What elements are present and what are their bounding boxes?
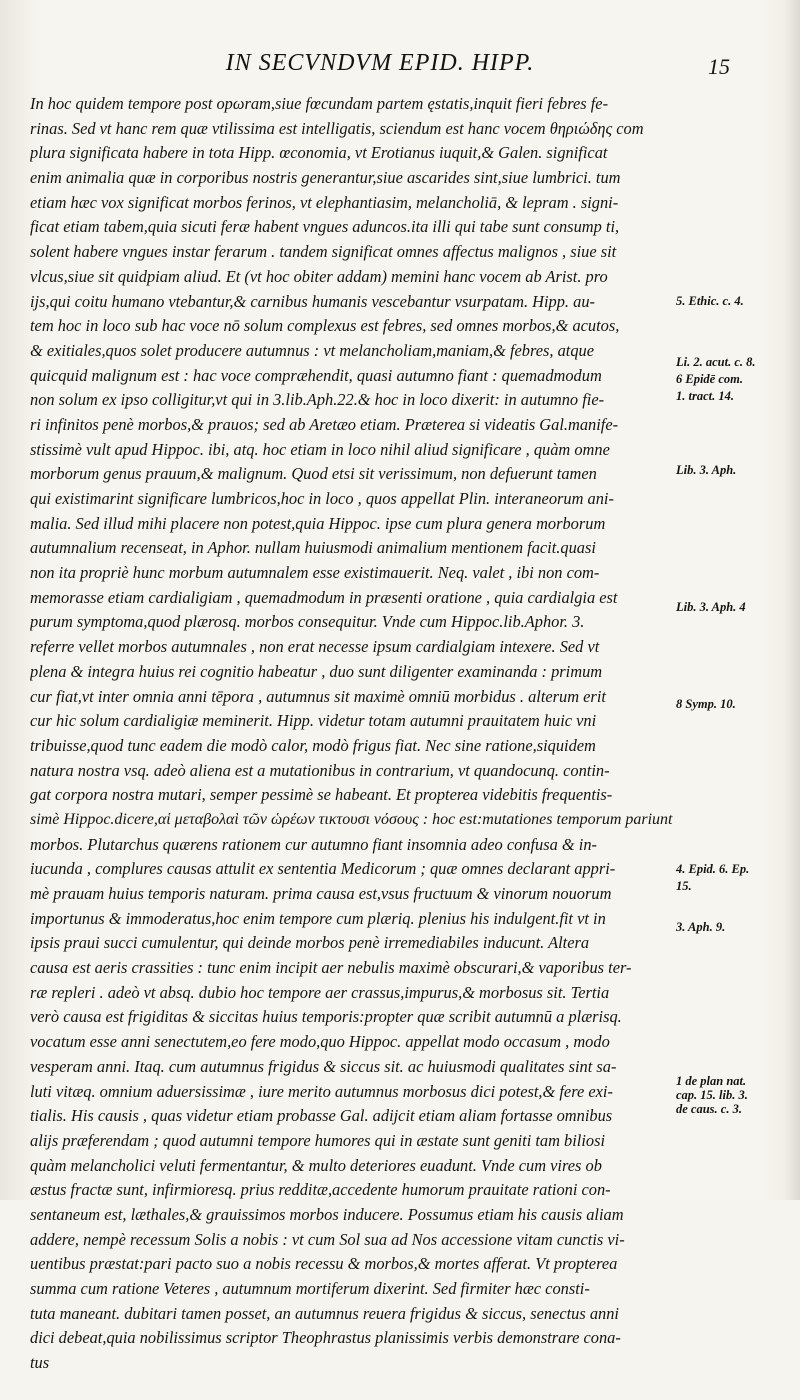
text-line: enim animalia quæ in corporibus nostris generantur,siue ascarides sint,siue lumbrici. tum (30, 168, 621, 188)
text-line: etiam hæc vox significat morbos ferinos, vt elephantiasim, melancholiā, & lepram . signi- (30, 192, 619, 212)
catchword-line (30, 1376, 678, 1400)
margin-note: 5. Ethic. c. 4. (676, 294, 744, 308)
text-line: simè Hippoc.dicere,αἱ μεταβολαὶ τῶν ὡρέων τικτουσι νόσους : hoc est:mutationes temporum pariunt (30, 810, 673, 828)
text-line: rinas. Sed vt hanc rem quæ vtilissima est intelligatis, sciendum est hanc vocem θηριώδης com (30, 118, 644, 138)
text-line: & exitiales,quos solet producere autumnus : vt melancholiam,maniam,& febres, atque (30, 340, 595, 360)
text-line: morborum genus prauum,& malignum. Quod etsi sit verissimum, non defuerunt tamen (30, 464, 597, 484)
text-line: verò causa est frigiditas & siccitas huius temporis:propter quæ scribit autumnū a plærisq. (30, 1007, 622, 1027)
margin-note: Lib. 3. Aph. (676, 463, 737, 477)
text-line: qui existimarint significare lumbricos,hoc in loco , quos appellat Plin. interaneorum ani- (30, 489, 614, 508)
text-line: stissimè vult apud Hippoc. ibi, atq. hoc etiam in loco nihil aliud significare , quàm omne (30, 439, 610, 459)
text-line: natura nostra vsq. adeò aliena est a mutationibus in contrarium, vt quandocunq. contin- (30, 760, 610, 780)
text-line: uentibus præstat:pari pacto suo a nobis recessu & morbos,& mortes afferat. Vt propterea (30, 1254, 618, 1274)
margin-note: 4. Epid. 6. Ep. (676, 862, 750, 876)
text-line: ijs,qui coitu humano vtebantur,& carnibus humanis vescebantur vsurpatam. Hipp. au- (30, 291, 595, 311)
text-line: addere, nempè recessum Solis a nobis : vt cum Sol sua ad Nos accessione vitam cunctis vi- (30, 1229, 625, 1249)
text-line: cur hic solum cardialigiæ meminerit. Hipp. videtur totam autumni prauitatem huic vni (30, 711, 597, 731)
margin-note: de caus. c. 3. (676, 1102, 742, 1116)
text-line: vocatum esse anni senectutem,eo fere modo,quo Hippoc. appellat modo occasum , modo (30, 1032, 610, 1052)
text-line: memorasse etiam cardialigiam , quemadmodum in præsenti oratione , quia cardialgia est (30, 587, 618, 607)
text-line: solent habere vngues instar ferarum . tandem significat omnes affectus malignos , siue sit (30, 242, 617, 262)
text-line: plura significata habere in tota Hipp. œconomia, vt Erotianus iuquit,& Galen. significat (30, 143, 608, 163)
text-line: dici debeat,quia nobilissimus scriptor Theophrastus planissimis verbis demonstrare cona- (30, 1328, 621, 1348)
text-line: morbos. Plutarchus quærens rationem cur autumno fiant insomnia adeo confusa & in- (30, 834, 597, 854)
text-line: vesperam anni. Itaq. cum autumnus frigidus & siccus sit. ac huiusmodi qualitates sint sa- (30, 1056, 617, 1076)
body-text (30, 92, 678, 1400)
text-line: referre vellet morbos autumnales , non erat necesse ipsum cardialgiam intexere. Sed vt (30, 637, 600, 657)
text-line: malia. Sed illud mihi placere non potest,quia Hippoc. ipse cum plura genera morborum (30, 513, 606, 533)
text-line: alijs præferendam ; quod autumni tempore humores qui in æstate sunt geniti tam biliosi (30, 1130, 606, 1150)
page-header (40, 50, 730, 80)
text-line: tuta maneant. dubitari tamen posset, an autumnus reuera frigidus & siccus, senectus anni (30, 1303, 619, 1323)
text-line: ipsis praui succi cumulentur, qui deinde morbos penè irremediabiles inducunt. Altera (30, 933, 590, 953)
text-line: mè prauam huius temporis naturam. prima causa est,vsus fructuum & vinorum nouorum (30, 884, 612, 903)
page-edge-shadow (784, 0, 800, 1200)
text-line: autumnalium recenseat, in Aphor. nullam huiusmodi animalium mentionem facit.quasi (30, 538, 596, 558)
text-line: non solum ex ipso colligitur,vt qui in 3.lib.Aph.22.& hoc in loco dixerit: in autumno fie- (30, 390, 605, 410)
running-head: IN SECVNDVM EPID. HIPP. (225, 50, 535, 76)
text-line: tialis. His causis , quas videtur etiam probasse Gal. adijcit etiam aliam fortasse omnibus (30, 1106, 613, 1126)
margin-note: 15. (676, 879, 692, 893)
text-line: summa cum ratione Veteres , autumnum mortiferum dixerint. Sed firmiter hæc consti- (30, 1279, 590, 1298)
text-line: tem hoc in loco sub hac voce nō solum complexus est febres, sed omnes morbos,& acutos, (30, 316, 620, 336)
text-line: æstus fractæ sunt, infirmioresq. prius redditæ,accedente humorum prauitate rationi con- (30, 1180, 611, 1200)
text-line: cur fiat,vt inter omnia anni tēpora , autumnus sit maximè omniū morbidus . alterum erit (30, 686, 606, 706)
text-line: luti vitæq. omnium aduersissimæ , iure merito autumnus morbosus dici potest,& fere exi- (30, 1081, 613, 1101)
text-line: purum symptoma,quod plærosq. morbos consequitur. Vnde cum Hippoc.lib.Aphor. 3. (30, 612, 585, 632)
text-line: quàm melancholici veluti fermentantur, & multo deteriores euadunt. Vnde cum vires ob (30, 1155, 602, 1175)
text-line: vlcus,siue sit quidpiam aliud. Et (vt hoc obiter addam) memini hanc vocem ab Arist. pro (30, 266, 608, 286)
text-line: tribuisse,quod tunc eadem die modò calor, modò frigus fiat. Nec sine ratione,siquidem (30, 735, 596, 755)
text-line: gat corpora nostra mutari, semper pessimè se habeant. Et propterea videbitis frequentis- (30, 785, 613, 805)
text-line: sentaneum est, læthales,& grauissimos morbos inducere. Possumus etiam his causis aliam (30, 1204, 624, 1224)
text-line: ri infinitos penè morbos,& prauos; sed ab Aretæo etiam. Præterea si videatis Gal.manife- (30, 414, 619, 434)
margin-note: 8 Symp. 10. (676, 697, 736, 711)
text-line: plena & integra huius rei cognitio habeatur , duo sunt diligenter examinanda : primum (30, 661, 603, 681)
page-number: 15 (708, 54, 730, 79)
margin-note: Li. 2. acut. c. 8. (676, 355, 756, 369)
text-line: non ita propriè hunc morbum autumnalem esse existimauerit. Neq. valet , ibi non com- (30, 563, 600, 583)
margin-note: 1. tract. 14. (676, 389, 734, 403)
text-line: importunus & immoderatus,hoc enim tempore cum plæriq. plenius his indulgent.fit vt in (30, 908, 606, 928)
text-line: ficat etiam tabem,quia sicuti feræ habent vngues aduncos.ita illi qui tabe sunt consump ti, (30, 217, 620, 237)
margin-note: 3. Aph. 9. (676, 920, 726, 934)
margin-note: cap. 15. lib. 3. (676, 1088, 748, 1102)
text-line: ræ repleri . adeò vt absq. dubio hoc tempore aer crassus,impurus,& morbosus sit. Tertia (30, 982, 610, 1002)
text-line: In hoc quidem tempore post opωram,siue fœcundam partem ęstatis,inquit fieri febres fe- (30, 94, 609, 113)
text-line: tus (30, 1353, 50, 1373)
text-line: iucunda , complures causas attulit ex sententia Medicorum ; quæ omnes declarant appri- (30, 859, 616, 879)
text-line: causa est aeris crassities : tunc enim incipit aer nebulis maximè obscurari,& vaporibus ter- (30, 958, 632, 978)
margin-note: 1 de plan nat. (676, 1074, 747, 1088)
margin-note: 6 Epidē com. (676, 372, 744, 386)
text-line: quicquid malignum est : hac voce compræhendit, quasi autumno fiant : quemadmodum (30, 365, 602, 385)
margin-note: Lib. 3. Aph. 4 (676, 600, 746, 614)
